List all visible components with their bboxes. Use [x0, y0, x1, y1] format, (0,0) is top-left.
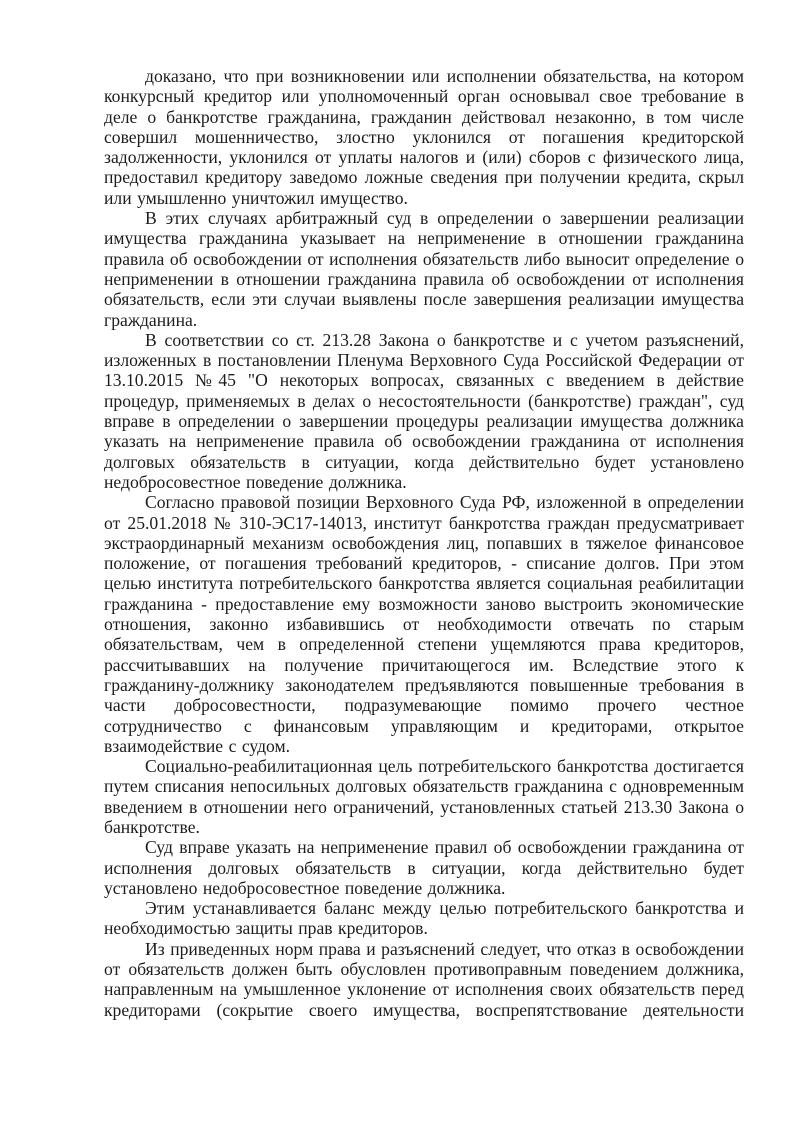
- paragraph: Этим устанавливается баланс между целью потребительского банкротства и необходимостью защиты прав кредиторов.: [104, 898, 744, 939]
- paragraph: доказано, что при возникновении или исполнении обязательства, на котором конкурсный кредитор или уполномоченный орган основывал свое требование в деле о банкротстве гражданина, гражданин действовал незаконно, в том числе совершил мошенничество, злостно уклонился от погашения кредиторской задолженности, уклонился от уплаты налогов и (или) сборов с физического лица, предоставил кредитору заведомо ложные сведения при получении кредита, скрыл или умышленно уничтожил имущество.: [104, 66, 744, 208]
- paragraph: Из приведенных норм права и разъяснений следует, что отказ в освобождении от обязательств должен быть обусловлен противоправным поведением должника, направленным на умышленное уклонение от исполнения своих обязательств перед кредиторами (сокрытие своего имущества, воспрепятствование деятельности: [104, 938, 744, 1020]
- paragraph: Согласно правовой позиции Верховного Суда РФ, изложенной в определении от 25.01.2018 № 310-ЭС17-14013, институт банкротства граждан предусматривает экстраординарный механизм освобождения лиц, попавших в тяжелое финансовое положение, от погашения требований кредиторов, - списание долгов. При этом целью института потребительского банкротства является социальная реабилитации гражданина - предоставление ему возможности заново выстроить экономические отношения, законно избавившись от необходимости отвечать по старым обязательствам, чем в определенной степени ущемляются права кредиторов, рассчитывавших на получение причитающегося им. Вследствие этого к гражданину-должнику законодателем предъявляются повышенные требования в части добросовестности, подразумевающие помимо прочего честное сотрудничество с финансовым управляющим и кредиторами, открытое взаимодействие с судом.: [104, 492, 744, 756]
- document-text: [104, 66, 744, 1020]
- paragraph: Суд вправе указать на неприменение правил об освобождении гражданина от исполнения долговых обязательств в ситуации, когда действительно будет установлено недобросовестное поведение должника.: [104, 837, 744, 898]
- paragraph: Социально-реабилитационная цель потребительского банкротства достигается путем списания непосильных долговых обязательств гражданина с одновременным введением в отношении него ограничений, установленных статьей 213.30 Закона о банкротстве.: [104, 756, 744, 837]
- paragraph: В этих случаях арбитражный суд в определении о завершении реализации имущества гражданина указывает на неприменение в отношении гражданина правила об освобождении от исполнения обязательств либо выносит определение о неприменении в отношении гражданина правила об освобождении от исполнения обязательств, если эти случаи выявлены после завершения реализации имущества гражданина.: [104, 208, 744, 330]
- paragraph: В соответствии со ст. 213.28 Закона о банкротстве и с учетом разъяснений, изложенных в постановлении Пленума Верховного Суда Российской Федерации от 13.10.2015 №45 "О некоторых вопросах, связанных с введением в действие процедур, применяемых в делах о несостоятельности (банкротстве) граждан", суд вправе в определении о завершении процедуры реализации имущества должника указать на неприменение правила об освобождении гражданина от исполнения долговых обязательств в ситуации, когда действительно будет установлено недобросовестное поведение должника.: [104, 329, 744, 492]
